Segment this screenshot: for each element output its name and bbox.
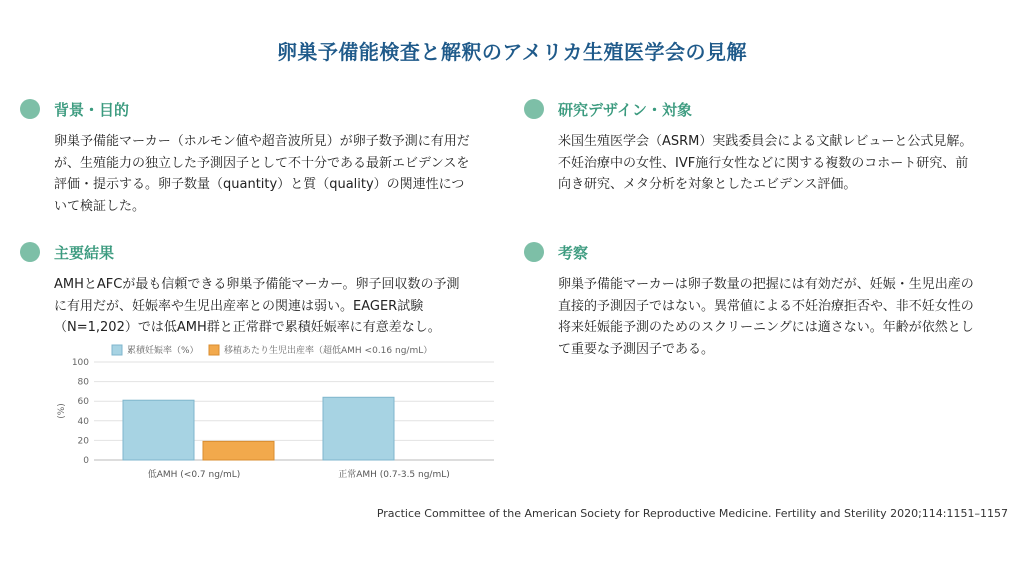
x-tick-label: 低AMH (<0.7 ng/mL) bbox=[147, 470, 241, 480]
y-tick-label: 20 bbox=[77, 436, 89, 447]
section-results bbox=[20, 241, 470, 339]
section-title: 研究デザイン・対象 bbox=[558, 100, 692, 119]
legend-label: 移植あたり生児出産率（超低AMH <0.16 ng/mL） bbox=[224, 346, 433, 356]
bullet-dot-icon bbox=[524, 242, 544, 262]
page-title: 卵巣予備能検査と解釈のアメリカ生殖医学会の見解 bbox=[276, 40, 748, 64]
y-tick-label: 0 bbox=[83, 456, 89, 466]
bullet-dot-icon bbox=[20, 242, 40, 262]
y-tick-label: 40 bbox=[77, 416, 89, 427]
y-tick-label: 100 bbox=[71, 358, 89, 368]
section-body: 卵巣予備能マーカー（ホルモン値や超音波所見）が卵子数予測に有用だが、生殖能力の独立した予測因子として不十分である最新エビデンスを評価・提示する。卵子数量（quantity）と質（quality）の関連性について検証した。 bbox=[54, 134, 470, 214]
legend-swatch bbox=[112, 345, 122, 355]
legend-swatch bbox=[209, 345, 219, 355]
section-body: AMHとAFCが最も信頼できる卵巣予備能マーカー。卵子回収数の予測に有用だが、妊娠率や生児出産率との関連は弱い。EAGER試験（N=1,202）では低AMH群と正常群で累積妊娠率に有意差なし。 bbox=[54, 277, 460, 335]
legend-label: 累積妊娠率（%） bbox=[127, 346, 199, 356]
bullet-dot-icon bbox=[524, 99, 544, 119]
section-design bbox=[524, 98, 974, 196]
section-body: 卵巣予備能マーカーは卵子数量の把握には有効だが、妊娠・生児出産の直接的予測因子ではない。異常値による不妊治療拒否や、非不妊女性の将来妊娠能予測のためのスクリーニングには適さない。年齢が依然として重要な予測因子である。 bbox=[558, 277, 974, 357]
x-tick-label: 正常AMH (0.7-3.5 ng/mL) bbox=[338, 470, 450, 480]
section-title: 主要結果 bbox=[54, 243, 115, 262]
bar-chart bbox=[48, 336, 504, 486]
section-title: 背景・目的 bbox=[54, 100, 130, 119]
y-axis-label: (%) bbox=[57, 403, 67, 419]
section-background bbox=[20, 98, 470, 217]
citation: Practice Committee of the American Society for Reproductive Medicine. Fertility and Sterility 2020;114:1151–1157 bbox=[376, 507, 1008, 520]
y-tick-label: 60 bbox=[77, 397, 89, 408]
bar bbox=[203, 441, 274, 460]
bullet-dot-icon bbox=[20, 99, 40, 119]
y-tick-label: 80 bbox=[77, 377, 89, 388]
section-body: 米国生殖医学会（ASRM）実践委員会による文献レビューと公式見解。不妊治療中の女性、IVF施行女性などに関する複数のコホート研究、前向き研究、メタ分析を対象としたエビデンス評価。 bbox=[558, 134, 973, 192]
bar bbox=[123, 400, 194, 460]
section-discussion bbox=[524, 241, 974, 360]
bar bbox=[323, 397, 394, 460]
section-title: 考察 bbox=[558, 243, 589, 262]
